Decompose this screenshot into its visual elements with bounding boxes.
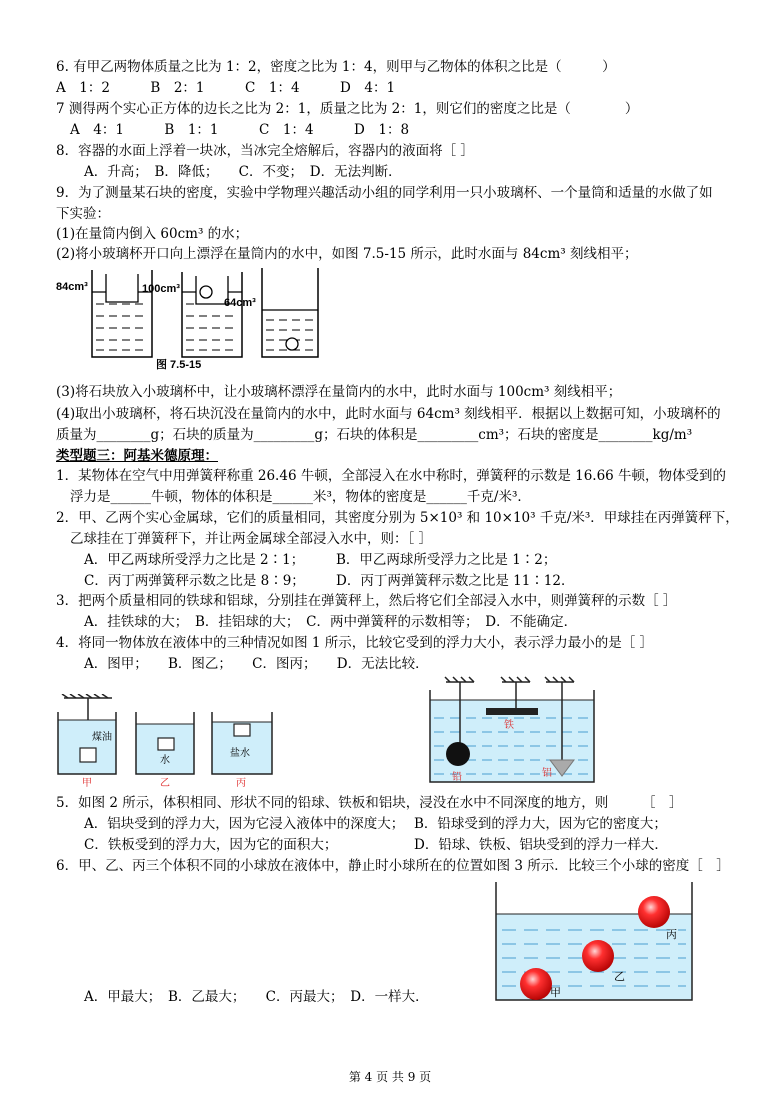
fig1-caption: 图 7.5-15	[156, 359, 202, 371]
fig4-bing-label: 丙	[666, 928, 677, 941]
q7-text: 7 测得两个实心正方体的边长之比为 2：1，质量之比为 2：1，则它们的密度之比是（ ）	[56, 101, 639, 117]
s2-text-line1: 2．甲、乙两个实心金属球，它们的质量相同，其密度分别为 5×10³ 和 10×10³ 千克/米³．甲球挂在丙弹簧秤下，	[56, 510, 739, 526]
s1-text-line1: 1．某物体在空气中用弹簧秤称重 26.46 牛顿，全部浸入在水中称时，弹簧秤的示数是 16.66 牛顿，物体受到的	[56, 468, 727, 484]
s2-option-b: B．甲乙两球所受浮力之比是 1∶2；	[336, 552, 557, 568]
s6-options: A．甲最大； B．乙最大； C．丙最大； D．一样大．	[84, 989, 429, 1005]
q9-step2: (2)将小玻璃杯开口向上漂浮在量筒内的水中，如图 7.5-15 所示，此时水面与 84cm³ 刻线相平；	[56, 246, 638, 262]
q7-options: A 4：1 B 1：1 C 1：4 D 1：8	[70, 122, 410, 138]
fig4-jia-label: 甲	[550, 986, 561, 999]
q9-text-line2: 下实验：	[56, 206, 110, 222]
s2-text-line2: 乙球挂在丁弹簧秤下，并让两金属球全部浸入水中，则：［ ］	[70, 531, 433, 547]
q6-text: 6. 有甲乙两物体质量之比为 1：2，密度之比为 1：4，则甲与乙物体的体积之比是（ ）	[56, 59, 616, 75]
s2-option-c: C．丙丁两弹簧秤示数之比是 8∶9；	[84, 573, 305, 589]
s5-option-c: C．铁板受到的浮力大，因为它的面积大；	[84, 837, 338, 853]
s3-options: A．挂铁球的大； B．挂铝球的大； C．两中弹簧秤的示数相等； D．不能确定．	[84, 614, 578, 630]
figure-7-5-15	[56, 262, 326, 372]
s6-text: 6．甲、乙、丙三个体积不同的小球放在液体中，静止时小球所在的位置如图 3 所示．比较三个小球的密度［ ］	[56, 858, 730, 874]
s4-text: 4．将同一物体放在液体中的三种情况如图 1 所示，比较它受到的浮力大小，表示浮力最小的是［ ］	[56, 635, 654, 651]
q6-options: A 1：2 B 2：1 C 1：4 D 4：1	[56, 80, 396, 96]
figure-1-three-liquids	[52, 694, 284, 790]
q8-text: 8．容器的水面上浮着一块冰，当冰完全熔解后，容器内的液面将［ ］	[56, 143, 474, 159]
fig2-kerosene-label: 煤油	[92, 732, 112, 743]
page-footer: 第 4 页 共 9 页	[348, 1070, 432, 1084]
fig1-label-84: 84cm³	[56, 281, 88, 293]
s4-options: A．图甲； B．图乙； C．图丙； D．无法比较．	[84, 656, 429, 672]
fig2-bing-label: 丙	[236, 778, 246, 789]
s5-option-d: D．铅球、铁板、铝块受到的浮力一样大．	[414, 837, 668, 853]
q9-text-line1: 9．为了测量某石块的密度，实验中学物理兴趣活动小组的同学利用一只小玻璃杯、一个量筒和适量的水做了如	[56, 185, 713, 201]
fig2-brine-label: 盐水	[230, 748, 250, 759]
q9-step1: (1)在量筒内倒入 60cm³ 的水；	[56, 226, 249, 242]
q9-step5: 质量为________g；石块的质量为_________g；石块的体积是_________cm³；石块的密度是________kg/m³	[56, 427, 693, 443]
q9-step4: (4)取出小玻璃杯，将石块沉没在量筒内的水中，此时水面与 64cm³ 刻线相平．根据以上数据可知，小玻璃杯的	[56, 406, 721, 422]
q8-options: A．升高； B．降低； C．不变； D．无法判断．	[84, 164, 402, 180]
fig2-water-label: 水	[160, 755, 170, 766]
fig1-label-64: 64cm³	[224, 297, 256, 309]
figure-3-three-balls	[494, 880, 694, 1004]
fig3-lead-label: 铅	[452, 772, 462, 783]
s3-text: 3．把两个质量相同的铁球和铝球，分别挂在弹簧秤上，然后将它们全部浸入水中，则弹簧秤的示数［ ］	[56, 593, 677, 609]
s2-option-a: A．甲乙两球所受浮力之比是 2∶1；	[84, 552, 305, 568]
s2-option-d: D．丙丁两弹簧秤示数之比是 11∶12．	[336, 573, 575, 589]
fig3-aluminum-label: 铝	[542, 768, 552, 779]
fig2-jia-label: 甲	[82, 778, 92, 789]
section-title-archimedes: 类型题三：阿基米德原理：	[56, 448, 218, 464]
s1-text-line2: 浮力是______牛顿，物体的体积是______米³，物体的密度是______千克/米³．	[70, 489, 531, 505]
s5-option-b: B．铅球受到的浮力大，因为它的密度大；	[414, 816, 667, 832]
fig2-yi-label: 乙	[160, 778, 170, 789]
s5-option-a: A．铝块受到的浮力大，因为它浸入液体中的深度大；	[84, 816, 405, 832]
figure-2-three-metals	[426, 672, 598, 788]
s5-text: 5．如图 2 所示，体积相同、形状不同的铅球、铁板和铝块，浸没在水中不同深度的地方，则 ［ ］	[56, 795, 683, 811]
fig3-iron-label: 铁	[504, 720, 514, 731]
fig4-yi-label: 乙	[614, 970, 625, 983]
fig1-label-100: 100cm³	[142, 283, 180, 295]
q9-step3: (3)将石块放入小玻璃杯中，让小玻璃杯漂浮在量筒内的水中，此时水面与 100cm³ 刻线相平；	[56, 384, 622, 400]
